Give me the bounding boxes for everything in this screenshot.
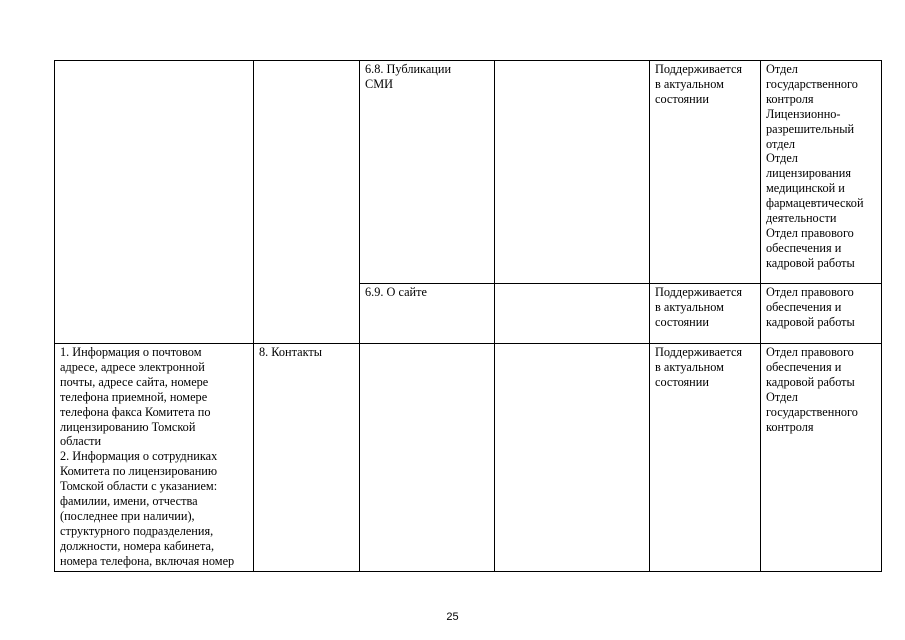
table-cell-subsection (360, 61, 495, 284)
cell-text: Отдел государственного контроля Лицензионно- разрешительный отдел Отдел лицензирования медицинской и фармацевтической деятельности Отдел правового обеспечения и кадровой работы (766, 62, 864, 270)
table-cell-subsection (360, 344, 495, 572)
table-cell-status (650, 61, 761, 284)
table-cell-status (650, 284, 761, 344)
table-row (55, 61, 882, 284)
cell-text: 1. Информация о почтовом адресе, адресе электронной почты, адресе сайта, номере телефона приемной, номере телефона факса Комитета по лицензированию Томской области 2. Информация о сотрудниках Комитета по лицензированию Томской области с указанием: фамилии, имени, отчества (последнее при наличии), структурного подразделения, должности, номера кабинета, номера телефона, включая номер (60, 345, 235, 568)
table-cell-info (55, 61, 254, 344)
table-row (55, 344, 882, 572)
cell-text: 8. Контакты (259, 345, 323, 359)
cell-text: Отдел правового обеспечения и кадровой работы (766, 285, 855, 329)
table-cell-blank (495, 61, 650, 284)
cell-text: Поддерживается в актуальном состоянии (655, 285, 743, 329)
cell-text: 6.8. Публикации СМИ (365, 62, 452, 91)
cell-text: Отдел правового обеспечения и кадровой работы Отдел государственного контроля (766, 345, 858, 434)
cell-text: 6.9. О сайте (365, 285, 427, 299)
table-cell-blank (495, 344, 650, 572)
table-cell-section (254, 61, 360, 344)
table-cell-department (761, 284, 882, 344)
page-number: 25 (446, 611, 459, 623)
table-cell-blank (495, 284, 650, 344)
table-cell-subsection (360, 284, 495, 344)
cell-text: Поддерживается в актуальном состоянии (655, 345, 743, 389)
table-cell-department (761, 344, 882, 572)
table-cell-info (55, 344, 254, 572)
table-cell-status (650, 344, 761, 572)
table-cell-department (761, 61, 882, 284)
cell-text: Поддерживается в актуальном состоянии (655, 62, 743, 106)
document-table (54, 60, 882, 572)
table-cell-section (254, 344, 360, 572)
